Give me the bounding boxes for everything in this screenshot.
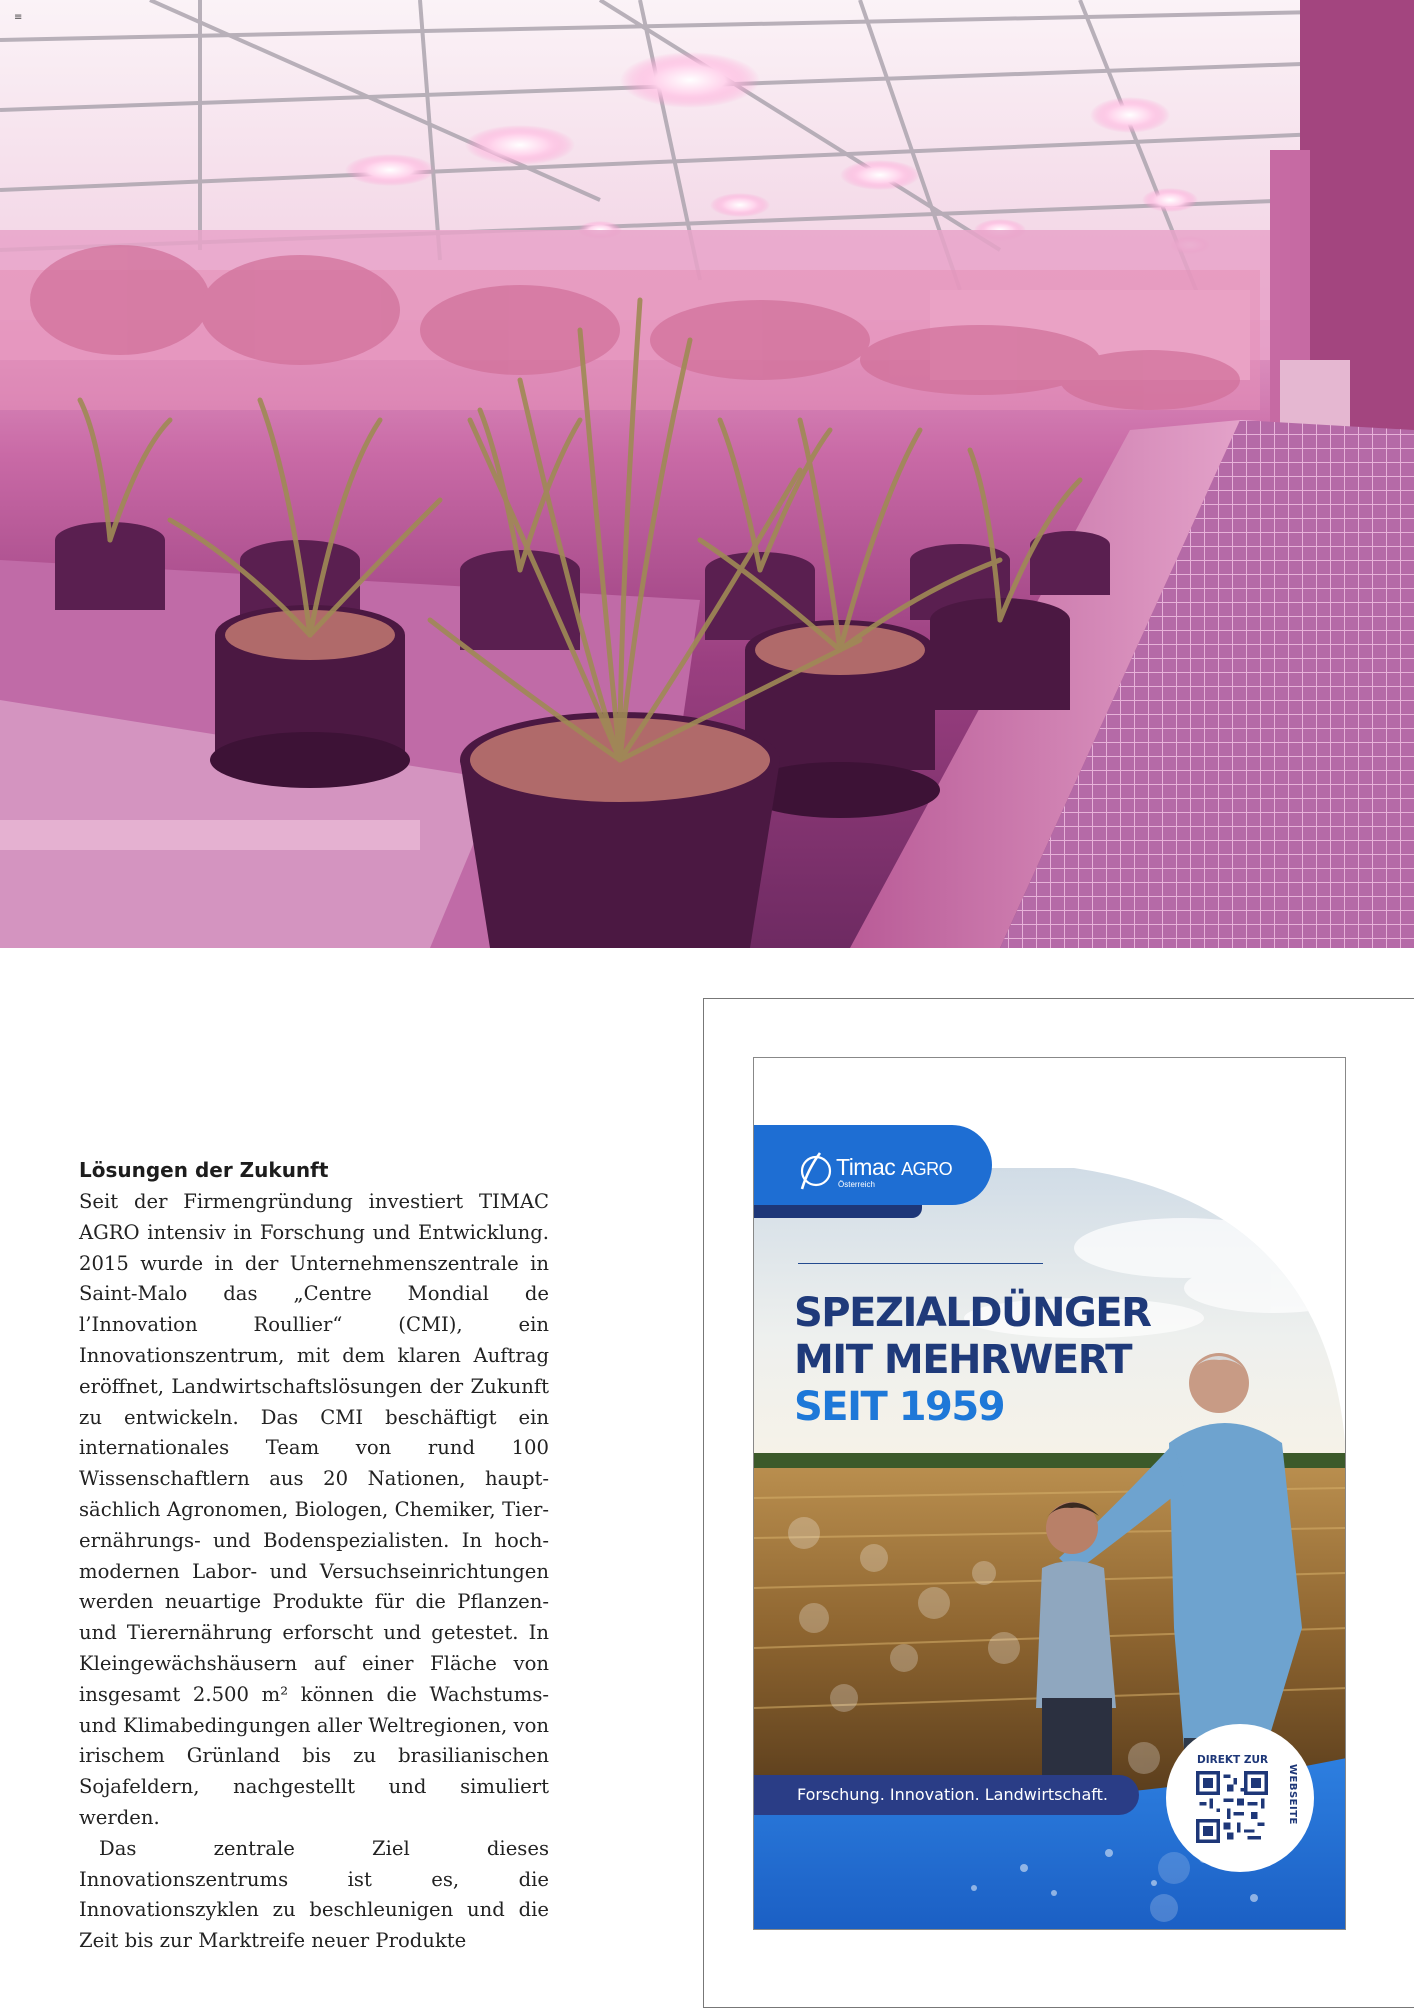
- logo-underbar: [754, 1205, 922, 1218]
- headline-line-1: SPEZIALDÜNGER: [794, 1290, 1151, 1336]
- tagline-banner: Forschung. Innovation. Landwirtschaft.: [754, 1775, 1139, 1815]
- qr-code-icon[interactable]: [1196, 1771, 1268, 1843]
- article-paragraph-1: Seit der Firmengründung investiert TIMAC AGRO intensiv in Forschung und Entwicklung. 2015 wurde in der Unternehmenszentrale in Saint-Malo das „Centre Mondial de l’Innovation Roullier“ (CMI), ein Innovationszentrum, mit dem klaren Auftrag eröffnet, Landwirtschaftslösungen der Zukunft zu entwickeln. Das CMI beschäftigt ein internationales Team von rund 100 Wissenschaftlern aus 20 Nationen, hauptsächlich Agronomen, Biologen, Chemiker, Tierernährungs- und Bodenspezialisten. In hochmodernen Labor- und Versuchseinrichtungen werden neuartige Produkte für die Pflanzen- und Tierernährung erforscht und getestet. In Kleingewächshäusern auf einer Fläche von insgesamt 2.500 m² können die Wachstums- und Klimabedingungen aller Weltregionen, von irischem Grünland bis zu brasilianischen Sojafeldern, nachgestellt und simuliert werden.: [79, 1190, 549, 1829]
- headline-line-2: MIT MEHRWERT: [794, 1337, 1132, 1383]
- article-heading: Lösungen der Zukunft: [79, 1158, 329, 1182]
- greenhouse-photo: [0, 0, 1414, 948]
- qr-badge[interactable]: [1166, 1724, 1314, 1872]
- headline-line-3: SEIT 1959: [794, 1384, 1005, 1430]
- article-paragraph-2: Das zentrale Ziel dieses Innovationszentrums ist es, die Innovationszyklen zu beschleunigen und die Zeit bis zur Marktreife neuer Produkte: [79, 1836, 549, 1953]
- brand-name: Timac AGRO: [836, 1154, 953, 1180]
- greenhouse-illustration: [0, 0, 1414, 948]
- timac-logo-icon: [798, 1151, 834, 1191]
- qr-label-side: WEBSEITE: [1287, 1764, 1298, 1825]
- timac-agro-advertisement[interactable]: [753, 1057, 1346, 1930]
- qr-label-top: DIREKT ZUR: [1197, 1754, 1269, 1766]
- brand-country: Österreich: [838, 1180, 875, 1189]
- article: [79, 1155, 549, 1957]
- headline-rule: [798, 1263, 1043, 1264]
- menu-icon[interactable]: ≡: [14, 12, 23, 23]
